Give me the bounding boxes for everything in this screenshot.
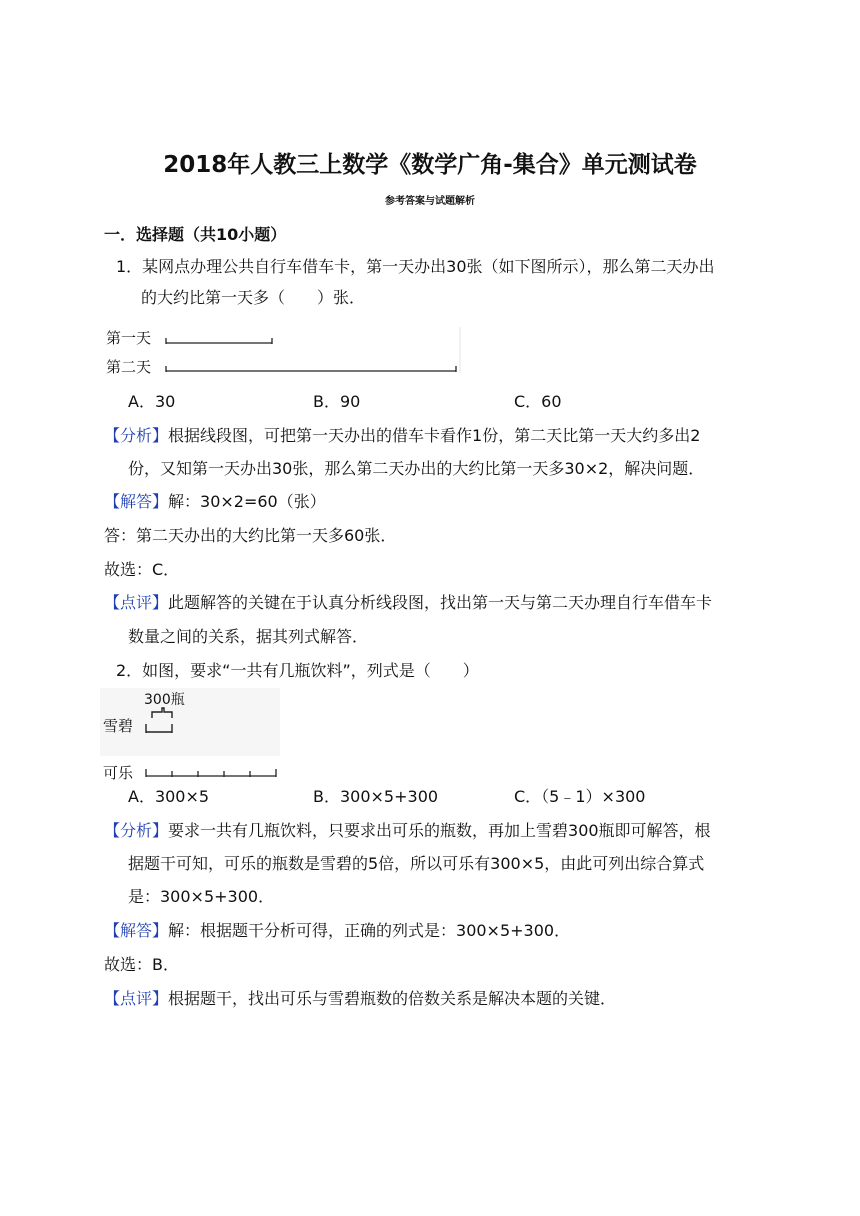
- q1-comment-line-2: 数量之间的关系，据其列式解答．: [128, 627, 369, 646]
- q1-option-b: B．90: [313, 392, 361, 411]
- q1-reply-line: 答：第二天办出的大约比第一天多60张．: [104, 526, 397, 545]
- q2-comment-text: 根据题干，找出可乐与雪碧瓶数的倍数关系是解决本题的关键．: [168, 989, 617, 1008]
- q1-fig-label-day2: 第二天: [106, 358, 152, 376]
- q1-choice-line: 故选：C．: [104, 560, 180, 579]
- q1-comment-tag: 【点评】: [104, 593, 169, 612]
- q1-segments: [104, 325, 464, 381]
- q2-analysis-line-3: 是：300×5+300．: [128, 887, 275, 906]
- q1-segment-day2: [166, 366, 456, 372]
- q1-analysis-line-2: 份，又知第一天办出30张，那么第二天办出的大约比第一天多30×2，解决问题．: [128, 459, 705, 478]
- q1-stem-line-1: 1．某网点办理公共自行车借车卡，第一天办出30张（如下图所示），那么第二天办出: [116, 257, 715, 276]
- q2-brace-sprite: [146, 708, 172, 733]
- q2-option-c: C．（5﹣1）×300: [514, 787, 646, 806]
- q2-choice-line: 故选：B．: [104, 955, 179, 974]
- q1-segment-day1: [166, 338, 272, 344]
- q2-analysis-tag: 【分析】: [104, 821, 169, 840]
- q2-fig-count: 300瓶: [144, 692, 185, 708]
- q2-analysis-text-1: 要求一共有几瓶饮料，只要求出可乐的瓶数，再加上雪碧300瓶即可解答，根: [168, 821, 711, 840]
- q2-segments: [100, 688, 290, 784]
- q1-option-c: C．60: [514, 392, 562, 411]
- q2-answer-text: 解：根据题干分析可得，正确的列式是：300×5+300．: [168, 921, 571, 940]
- q2-option-a: A．300×5: [128, 787, 210, 806]
- q1-option-a: A．30: [128, 392, 176, 411]
- q2-stem: 2．如图，要求“一共有几瓶饮料”，列式是（ ）: [116, 661, 479, 680]
- q1-analysis-line-1: [104, 425, 700, 447]
- q1-answer-tag: 【解答】: [104, 492, 169, 511]
- q2-answer-line: [104, 920, 570, 942]
- q2-segment-cola: [146, 769, 276, 777]
- q1-analysis-tag: 【分析】: [104, 426, 169, 445]
- q2-comment-line: [104, 988, 616, 1010]
- q1-comment-text-1: 此题解答的关键在于认真分析线段图，找出第一天与第二天办理自行车借车卡: [168, 593, 713, 612]
- q1-answer-line: [104, 491, 326, 513]
- section-heading: 一．选择题（共10小题）: [104, 225, 287, 244]
- q2-fig-label-cola: 可乐: [103, 764, 134, 782]
- q2-bottle-figure: [100, 688, 290, 784]
- q2-analysis-line-2: 据题干可知，可乐的瓶数是雪碧的5倍，所以可乐有300×5，由此可列出综合算式: [128, 854, 705, 873]
- q1-answer-text: 解：30×2=60（张）: [168, 492, 326, 511]
- document-subtitle: 参考答案与试题解析: [385, 196, 475, 207]
- q2-answer-tag: 【解答】: [104, 921, 169, 940]
- q1-analysis-text-1: 根据线段图，可把第一天办出的借车卡看作1份，第二天比第一天大约多出2: [168, 426, 701, 445]
- q2-comment-tag: 【点评】: [104, 989, 169, 1008]
- q2-fig-label-sprite: 雪碧: [103, 717, 134, 735]
- q1-fig-label-day1: 第一天: [106, 329, 152, 347]
- q2-analysis-line-1: [104, 820, 711, 842]
- q1-line-segment-figure: [104, 325, 464, 381]
- q1-comment-line-1: [104, 592, 712, 614]
- document-title: 2018年人教三上数学《数学广角-集合》单元测试卷: [163, 152, 697, 178]
- q1-stem-line-2: 的大约比第一天多（ ）张．: [141, 288, 366, 307]
- q2-option-b: B．300×5+300: [313, 787, 439, 806]
